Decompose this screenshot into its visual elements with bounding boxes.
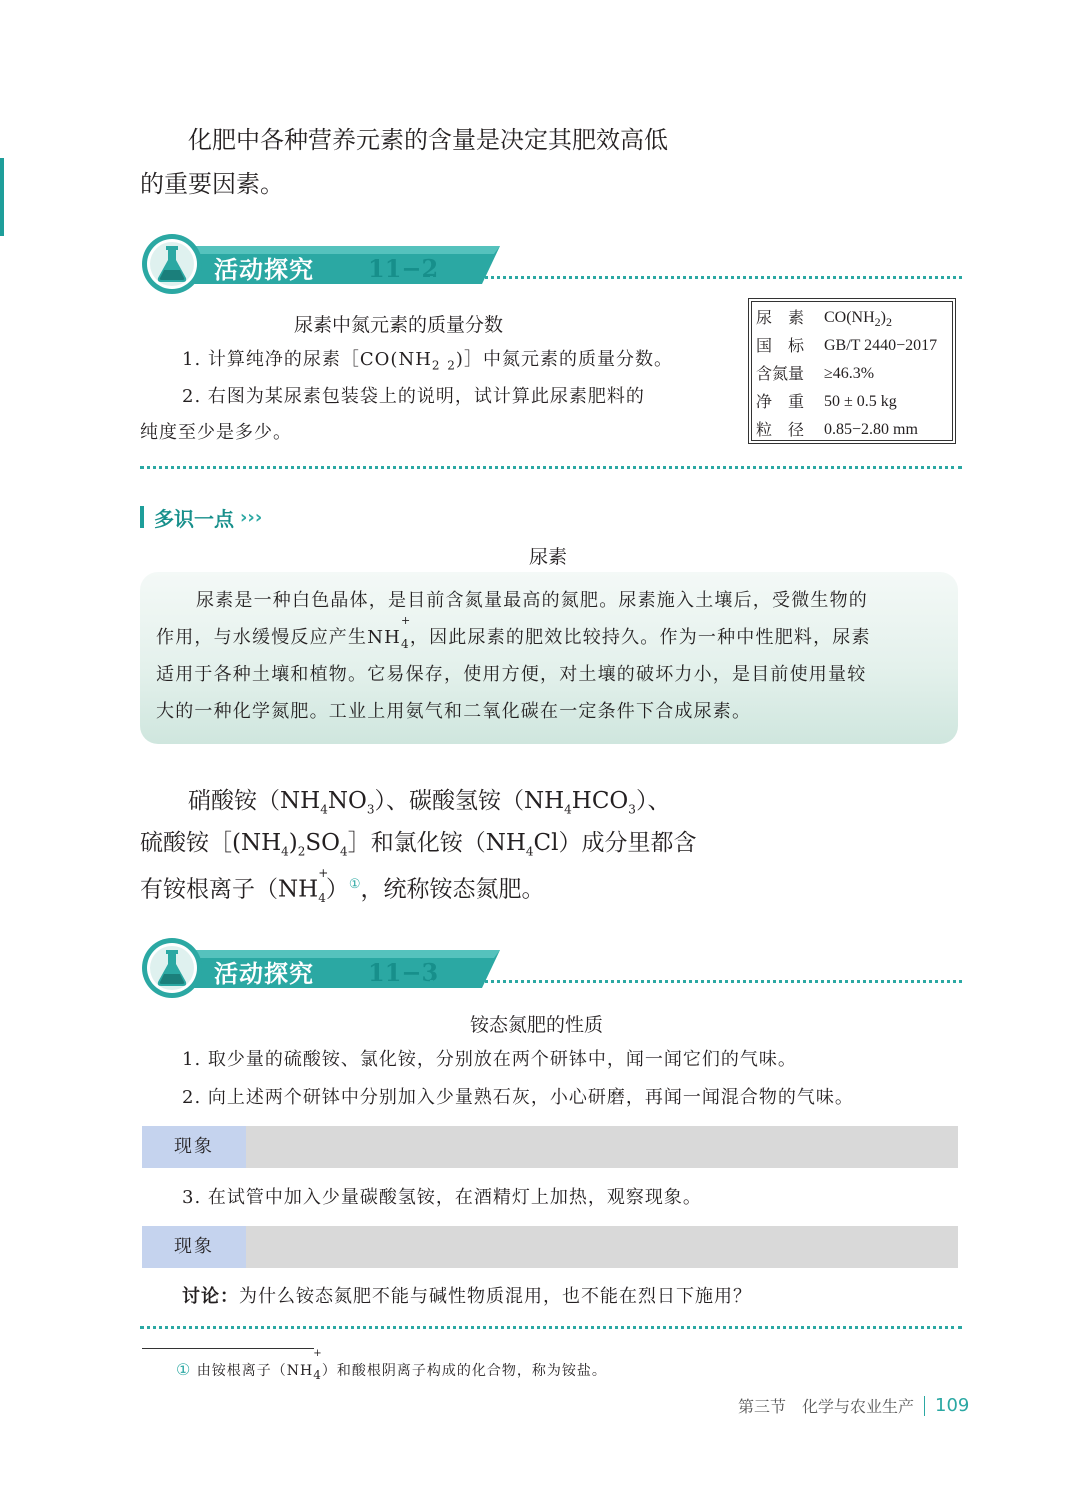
activity-header-11-3 xyxy=(140,936,962,1002)
section-separator xyxy=(140,466,962,469)
activity-subtitle: 尿素中氮元素的质量分数 xyxy=(294,314,504,336)
spec-row: 尿 素 $CO(NH_2)_2$ xyxy=(756,308,892,330)
task-2: 2. 向上述两个研钵中分别加入少量熟石灰，小心研磨，再闻一闻混合物的气味。 xyxy=(182,1087,854,1108)
intro-paragraph: 化肥中各种营养元素的含量是决定其肥效高低 的重要因素。 xyxy=(140,126,668,198)
task-2: 2. 右图为某尿素包装袋上的说明，试计算此尿素肥料的 纯度至少是多少。 xyxy=(140,386,645,443)
phenomenon-field-1[interactable] xyxy=(142,1126,958,1168)
dotted-rule xyxy=(430,980,962,983)
ammonium-fertilizer-paragraph: 硝酸铵$(NH_4NO_3)$、碳酸氢铵$(NH_4HCO_3)$、 硫酸铵$[(NH_4)_2SO_4]$和氯化铵$(NH_4Cl)$成分里都含 有铵根离子（NH $_{+ 4}$）①，统称铵态氮肥。 xyxy=(140,788,697,906)
phenomenon-label: 现象 xyxy=(142,1226,246,1268)
section-title: 第三节 化学与农业生产 xyxy=(738,1397,915,1416)
page-footer xyxy=(738,1394,969,1417)
spec-row: 含氮量 ≥46.3% xyxy=(756,364,875,383)
more-knowledge-heading: 多识一点 ››› xyxy=(140,500,262,534)
footnote-mark: ① xyxy=(176,1360,192,1379)
phenomenon-label: 现象 xyxy=(142,1126,246,1168)
activity-subtitle: 铵态氮肥的性质 xyxy=(470,1014,604,1036)
spec-row: 净 重 50 ± 0.5 kg xyxy=(756,392,897,411)
activity-number: 11−3 xyxy=(368,958,439,987)
dotted-rule xyxy=(430,276,962,279)
spec-row: 国 标 GB/T 2440−2017 xyxy=(756,336,938,355)
page-edge-marker xyxy=(0,158,4,236)
flask-icon xyxy=(140,232,204,296)
footnote-reference: ① xyxy=(348,877,361,892)
activity-label: 活动探究 xyxy=(214,960,314,988)
discussion-label: 讨论： xyxy=(182,1286,239,1307)
task-1: 1. 取少量的硫酸铵、氯化铵，分别放在两个研钵中，闻一闻它们的气味。 xyxy=(182,1049,797,1070)
task-3: 3. 在试管中加入少量碳酸氢铵，在酒精灯上加热，观察现象。 xyxy=(182,1187,702,1208)
spec-row: 粒 径 0.85−2.80 mm xyxy=(756,420,918,439)
activity-number: 11−2 xyxy=(368,254,439,283)
phenomenon-field-2[interactable] xyxy=(142,1226,958,1268)
activity-label: 活动探究 xyxy=(214,256,314,284)
page-number: 109 xyxy=(935,1395,970,1416)
info-text: 尿素是一种白色晶体，是目前含氮量最高的氮肥。尿素施入土壤后，受微生物的 作用，与水缓慢反应产生NH $_{+ 4}$，因此尿素的肥效比较持久。作为一种中性肥料，尿素 适用于各种土壤和植物。它易保存，使用方便，对土壤的破坏力小，是目前使用量较 大的一种化学氮肥。工业上用氨气和二氧化碳在一定条件下合成尿素。 xyxy=(156,590,871,722)
flask-icon xyxy=(140,936,204,1000)
footnote-rule xyxy=(142,1348,314,1349)
info-title: 尿素 xyxy=(528,546,567,568)
discussion: 讨论：为什么铵态氮肥不能与碱性物质混用，也不能在烈日下施用？ xyxy=(182,1286,752,1307)
section-separator xyxy=(140,1326,962,1329)
task-1: 1. 计算纯净的尿素$[CO(NH_2$ $_2$)］中氮元素的质量分数。 xyxy=(182,349,673,373)
activity-header-11-2 xyxy=(140,232,962,298)
footnote: ① 由铵根离子（NH $_{+ 4}$）和酸根阴离子构成的化合物，称为铵盐。 xyxy=(176,1347,607,1382)
urea-package-label xyxy=(748,298,956,444)
triple-chevron-icon: ››› xyxy=(240,506,263,528)
